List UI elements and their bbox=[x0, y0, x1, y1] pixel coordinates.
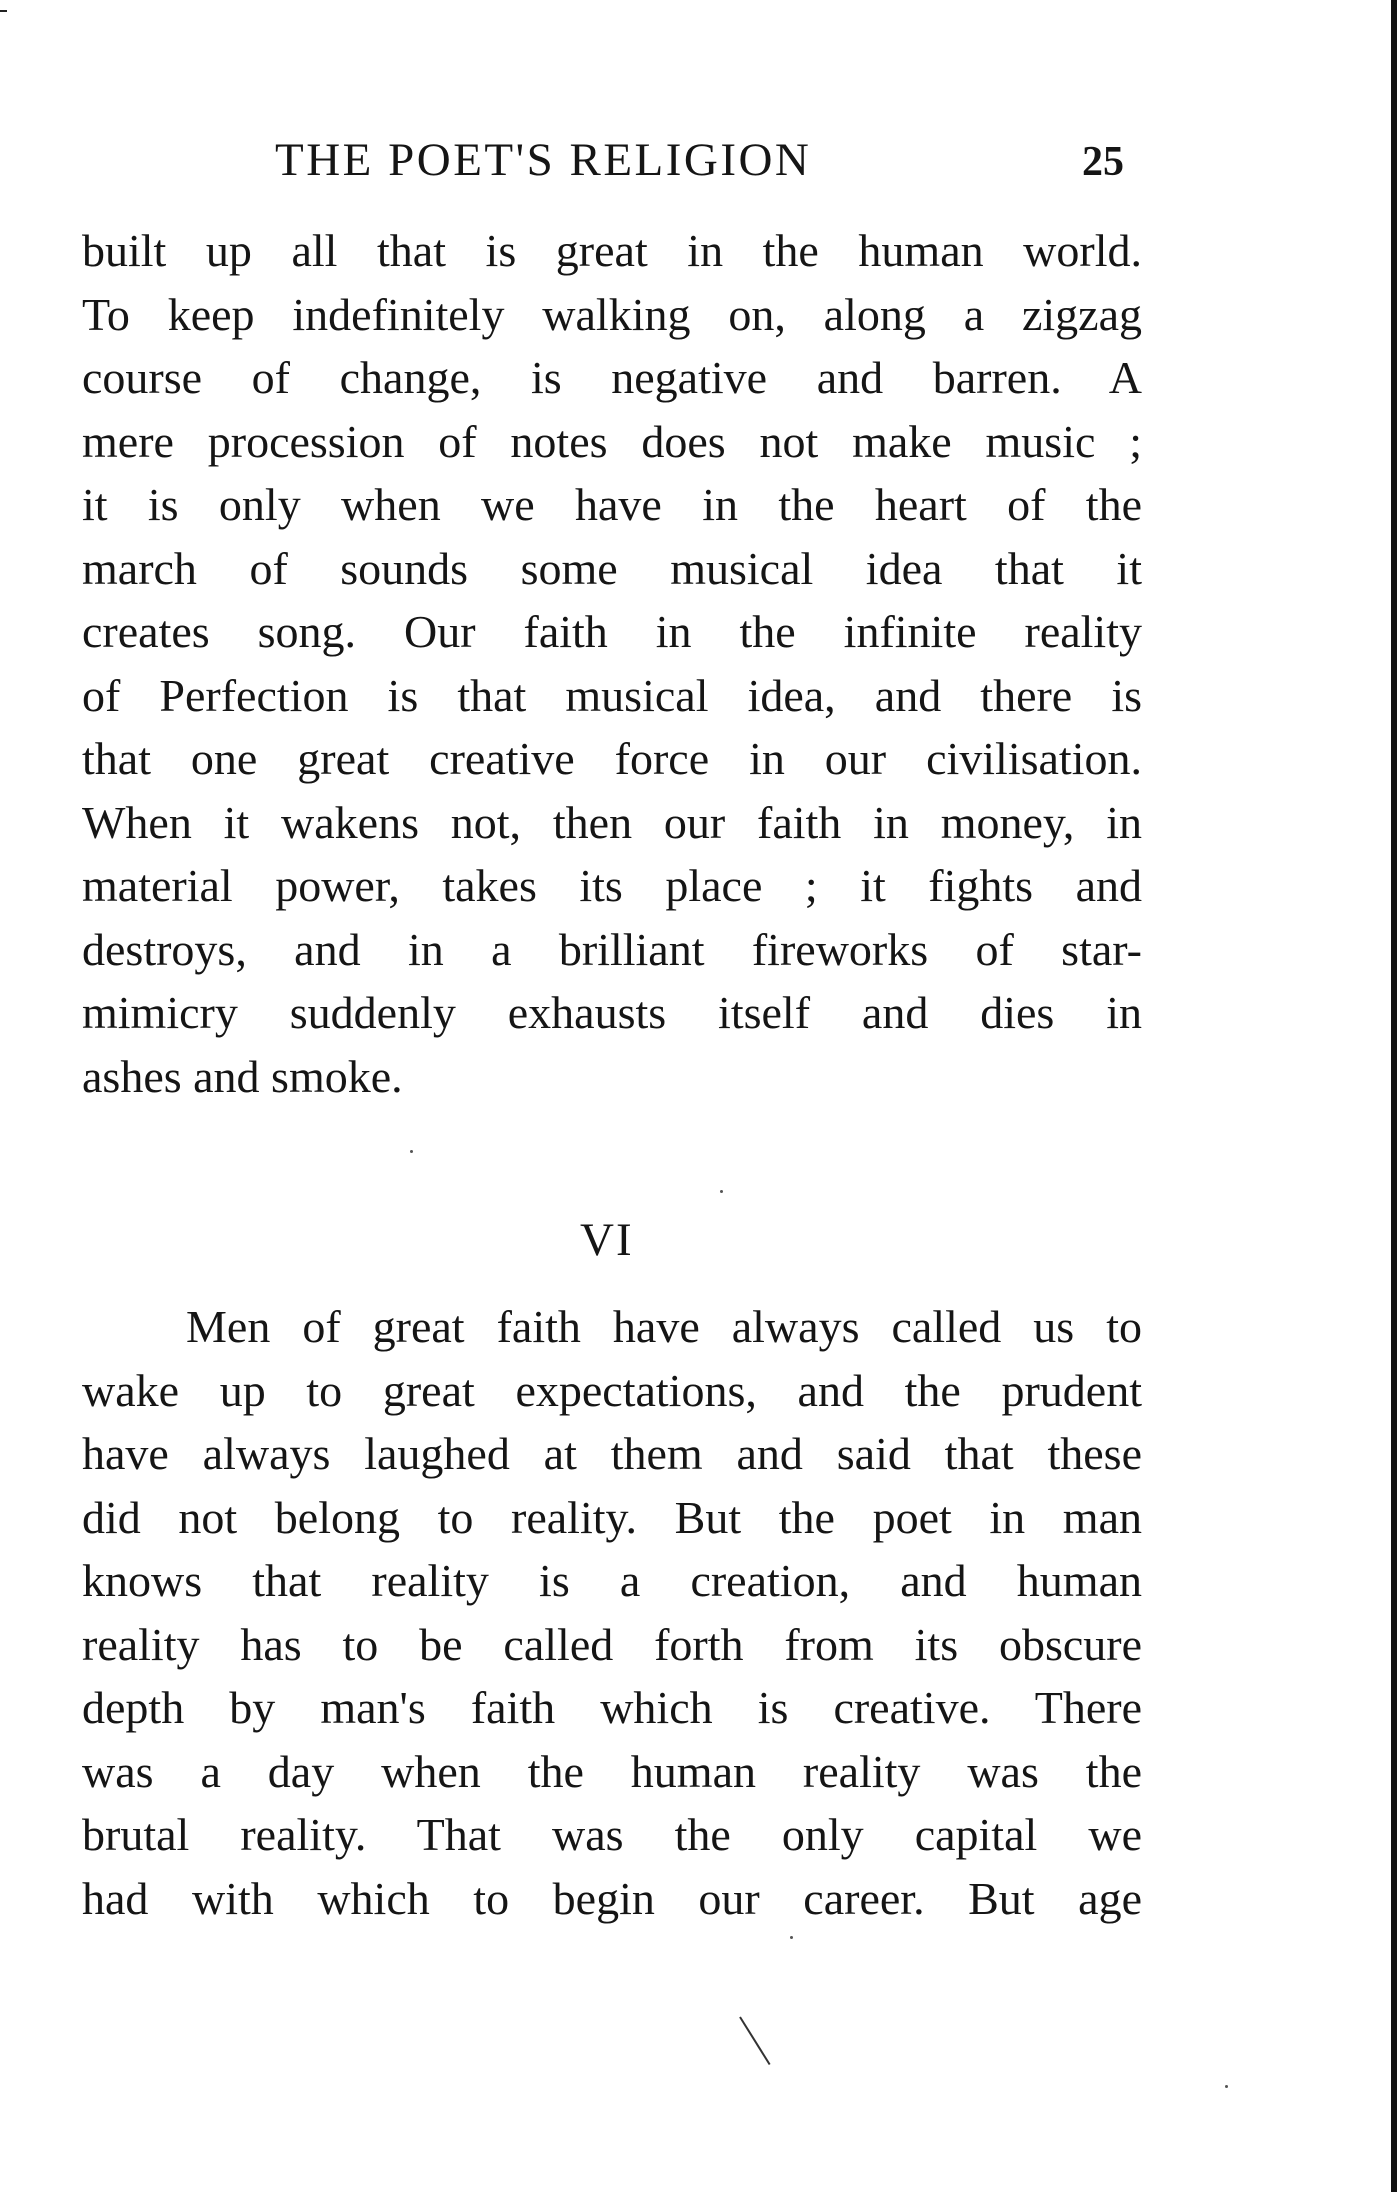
text-line: To keep indefinitely walking on, along a zigzag bbox=[82, 288, 1142, 340]
text-line: have always laughed at them and said that these bbox=[82, 1428, 1142, 1479]
scan-page-edge bbox=[1391, 0, 1397, 2192]
text-line: was a day when the human reality was the bbox=[82, 1745, 1142, 1797]
text-line: creates song. Our faith in the infinite reality bbox=[82, 606, 1142, 657]
text-line: destroys, and in a brilliant fireworks of star- bbox=[82, 923, 1142, 975]
scan-speck bbox=[1225, 2085, 1228, 2088]
text-line: brutal reality. That was the only capital we bbox=[82, 1809, 1142, 1860]
scan-corner-mark bbox=[0, 10, 7, 12]
text-line: When it wakens not, then our faith in money, in bbox=[82, 796, 1142, 848]
text-line: mere procession of notes does not make music ; bbox=[82, 415, 1142, 467]
paragraph-2 bbox=[82, 1295, 1142, 1930]
text-line: of Perfection is that musical idea, and there is bbox=[82, 669, 1142, 721]
page-number: 25 bbox=[1082, 139, 1124, 185]
scan-pen-mark bbox=[739, 2016, 770, 2065]
text-line: reality has to be called forth from its obscure bbox=[82, 1618, 1142, 1670]
text-line: march of sounds some musical idea that it bbox=[82, 542, 1142, 594]
scan-speck bbox=[790, 1936, 793, 1939]
text-line: ashes and smoke. bbox=[82, 1050, 403, 1102]
scan-speck bbox=[410, 1150, 413, 1153]
text-line: depth by man's faith which is creative. There bbox=[82, 1682, 1142, 1733]
text-line: had with which to begin our career. But age bbox=[82, 1872, 1142, 1924]
text-line: course of change, is negative and barren. A bbox=[82, 352, 1142, 403]
text-line: knows that reality is a creation, and human bbox=[82, 1555, 1142, 1606]
text-line: did not belong to reality. But the poet in man bbox=[82, 1491, 1142, 1543]
text-line: it is only when we have in the heart of the bbox=[82, 479, 1142, 530]
paragraph-1 bbox=[82, 219, 1142, 1108]
text-line: Men of great faith have always called us to bbox=[186, 1301, 1142, 1352]
running-title: THE POET'S RELIGION bbox=[275, 134, 812, 186]
text-line: that one great creative force in our civilisation. bbox=[82, 733, 1142, 784]
text-line: built up all that is great in the human world. bbox=[82, 225, 1142, 276]
scan-speck bbox=[720, 1190, 723, 1193]
text-line: wake up to great expectations, and the prudent bbox=[82, 1364, 1142, 1416]
text-line: material power, takes its place ; it fights and bbox=[82, 860, 1142, 911]
text-line: mimicry suddenly exhausts itself and dies in bbox=[82, 987, 1142, 1038]
section-heading: VI bbox=[580, 1214, 634, 1266]
